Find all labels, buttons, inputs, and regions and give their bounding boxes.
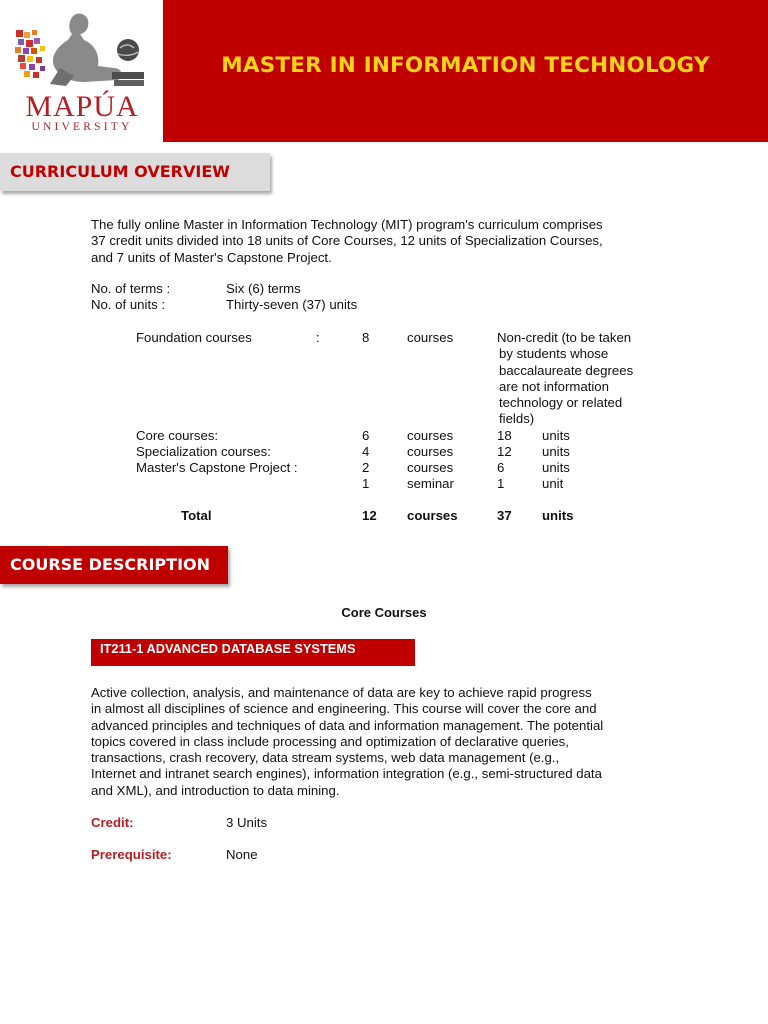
- course-description-heading: COURSE DESCRIPTION: [0, 546, 228, 584]
- body-line: in almost all disciplines of science and engineering. This course will cover the core and: [91, 701, 597, 717]
- page-title: MASTER IN INFORMATION TECHNOLOGY: [221, 53, 710, 78]
- credit-label: Credit:: [91, 815, 134, 830]
- course-title-box: IT211-1 ADVANCED DATABASE SYSTEMS: [91, 639, 415, 666]
- credit-value: 3 Units: [226, 815, 268, 830]
- body-line: advanced principles and techniques of data and information management. The potential: [91, 717, 604, 733]
- logo-subtitle: UNIVERSITY: [31, 121, 133, 133]
- table-row-unit-word: unit: [542, 476, 564, 491]
- table-row-label: Specialization courses:: [136, 444, 271, 459]
- table-row-count: 6: [362, 428, 370, 443]
- table-row-kind: courses: [407, 428, 454, 443]
- table-row-count: 4: [362, 444, 370, 459]
- foundation-note-line: technology or related: [499, 395, 623, 411]
- total-unit-word: units: [542, 508, 574, 523]
- table-row-count: 1: [362, 476, 370, 491]
- terms-label: No. of terms :: [91, 281, 171, 296]
- units-label: No. of units :: [91, 297, 166, 312]
- intro-line: 37 credit units divided into 18 units of Core Courses, 12 units of Specialization Courses,: [91, 233, 603, 249]
- prerequisite-label: Prerequisite:: [91, 847, 172, 862]
- table-row-kind: courses: [407, 444, 454, 459]
- mapua-seal-icon: [14, 10, 150, 92]
- table-row-units: 12: [497, 444, 512, 459]
- intro-line: and 7 units of Master's Capstone Project.: [91, 249, 332, 265]
- table-row-label: Master's Capstone Project :: [136, 460, 298, 475]
- foundation-kind: courses: [407, 330, 454, 345]
- table-row-unit-word: units: [542, 460, 570, 475]
- logo-wordmark: MAPÚA: [25, 90, 139, 123]
- table-row-units: 18: [497, 428, 512, 443]
- foundation-note-line: fields): [499, 411, 535, 427]
- foundation-label: Foundation courses: [136, 330, 252, 345]
- foundation-count: 8: [362, 330, 370, 345]
- body-line: transactions, crash recovery, data stream systems, web data management (e.g.,: [91, 750, 560, 766]
- table-row-kind: courses: [407, 460, 454, 475]
- core-courses-heading: Core Courses: [341, 605, 427, 620]
- prerequisite-value: None: [226, 847, 258, 862]
- body-line: Active collection, analysis, and maintenance of data are key to achieve rapid progress: [91, 685, 592, 700]
- body-line: Internet and intranet search engines), information integration (e.g., semi-structured data: [91, 766, 602, 782]
- foundation-note-line: baccalaureate degrees: [499, 362, 634, 378]
- total-label: Total: [181, 508, 212, 523]
- table-row-units: 6: [497, 460, 505, 475]
- table-row-unit-word: units: [542, 428, 570, 443]
- units-value: Thirty-seven (37) units: [226, 297, 358, 312]
- foundation-note: [497, 330, 633, 428]
- course-description-body: [91, 685, 691, 799]
- header-banner: [163, 0, 768, 142]
- foundation-note-line: Non-credit (to be taken: [497, 330, 632, 345]
- curriculum-intro: [91, 217, 691, 266]
- table-row-kind: seminar: [407, 476, 454, 491]
- total-kind: courses: [407, 508, 458, 523]
- body-line: and XML), and introduction to data mining.: [91, 782, 340, 798]
- foundation-colon: :: [316, 330, 320, 345]
- total-count: 12: [362, 508, 377, 523]
- intro-line: The fully online Master in Information Technology (MIT) program's curriculum comprises: [91, 217, 603, 232]
- table-row-label: Core courses:: [136, 428, 219, 443]
- curriculum-overview-heading: CURRICULUM OVERVIEW: [0, 153, 270, 191]
- foundation-note-line: are not information: [499, 378, 609, 394]
- terms-value: Six (6) terms: [226, 281, 301, 296]
- table-row-unit-word: units: [542, 444, 570, 459]
- body-line: topics covered in class include processing and optimization of declarative queries,: [91, 733, 569, 749]
- table-row-count: 2: [362, 460, 370, 475]
- table-row-units: 1: [497, 476, 505, 491]
- university-logo: [0, 0, 163, 142]
- foundation-note-line: by students whose: [499, 346, 609, 362]
- total-units: 37: [497, 508, 512, 523]
